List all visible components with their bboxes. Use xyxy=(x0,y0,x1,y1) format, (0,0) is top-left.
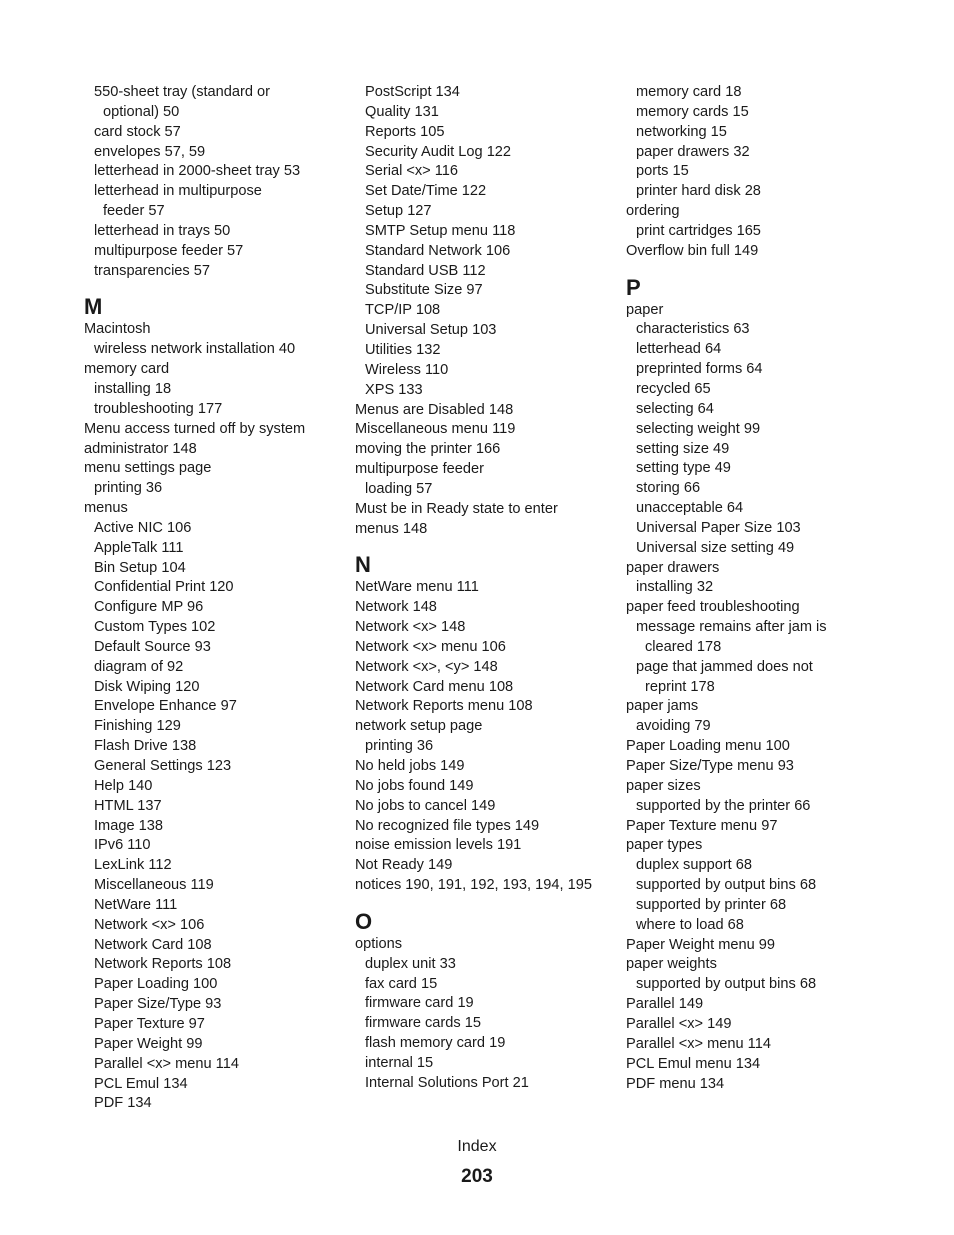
page-number: 203 xyxy=(461,1166,493,1187)
index-entry: reprint 178 xyxy=(645,678,715,695)
index-entry: Standard Network 106 xyxy=(365,242,511,259)
index-entry: setting type 49 xyxy=(636,460,731,477)
section-letter-heading: M xyxy=(84,294,103,320)
index-entry: Confidential Print 120 xyxy=(94,579,234,596)
index-entry: No jobs found 149 xyxy=(355,777,474,794)
index-entry: Parallel <x> menu 114 xyxy=(626,1035,771,1052)
index-entry: Paper Weight menu 99 xyxy=(626,936,776,953)
index-entry: General Settings 123 xyxy=(94,758,232,774)
index-entry: recycled 65 xyxy=(636,380,711,397)
index-column-3 xyxy=(626,83,891,1094)
index-entry: Universal Paper Size 103 xyxy=(636,519,801,536)
index-entry: Parallel 149 xyxy=(626,996,704,1013)
index-entry: Paper Loading menu 100 xyxy=(626,738,790,755)
index-entry: optional) 50 xyxy=(103,103,180,120)
index-entry: wireless network installation 40 xyxy=(94,341,296,358)
index-entry: Help 140 xyxy=(94,777,153,794)
index-entry: Paper Texture 97 xyxy=(94,1015,205,1032)
index-entry: Flash Drive 138 xyxy=(94,738,197,755)
index-entry: letterhead in multipurpose xyxy=(94,183,262,200)
index-entry: SMTP Setup menu 118 xyxy=(365,222,516,239)
section-letter-heading: N xyxy=(355,552,371,578)
index-entry: AppleTalk 111 xyxy=(94,539,184,556)
index-entry: network setup page xyxy=(355,718,483,735)
index-entry: Serial <x> 116 xyxy=(365,163,459,180)
index-entry: printing 36 xyxy=(94,480,163,497)
index-entry: paper drawers xyxy=(626,559,720,576)
index-entry: options xyxy=(355,935,403,952)
index-entry: NetWare menu 111 xyxy=(355,579,479,596)
index-entry: multipurpose feeder 57 xyxy=(94,242,244,259)
section-letter-heading: P xyxy=(626,274,641,300)
index-entry: memory card xyxy=(84,361,170,378)
index-entry: message remains after jam is xyxy=(636,619,827,636)
index-entry: internal 15 xyxy=(365,1054,434,1071)
index-entry: XPS 133 xyxy=(365,381,423,398)
index-entry: diagram of 92 xyxy=(94,658,184,675)
index-entry: setting size 49 xyxy=(636,440,730,457)
index-entry: paper weights xyxy=(626,956,717,973)
index-entry: PCL Emul menu 134 xyxy=(626,1055,761,1072)
index-entry: page that jammed does not xyxy=(636,658,813,675)
index-entry: paper feed troubleshooting xyxy=(626,599,800,616)
index-entry: unacceptable 64 xyxy=(636,500,744,517)
index-entry: Not Ready 149 xyxy=(355,857,453,874)
index-entry: installing 18 xyxy=(94,380,172,397)
index-entry: Default Source 93 xyxy=(94,638,211,655)
index-entry: LexLink 112 xyxy=(94,857,172,874)
index-entry: letterhead in 2000-sheet tray 53 xyxy=(94,163,301,180)
index-entry: supported by the printer 66 xyxy=(636,797,811,814)
index-entry: Set Date/Time 122 xyxy=(365,183,487,200)
index-entry: Setup 127 xyxy=(365,203,432,220)
index-entry: cleared 178 xyxy=(645,638,722,655)
index-entry: fax card 15 xyxy=(365,975,438,992)
index-entry: notices 190, 191, 192, 193, 194, 195 xyxy=(355,877,592,894)
index-entry: transparencies 57 xyxy=(94,262,211,279)
index-entry: Macintosh xyxy=(84,321,151,338)
index-entry: Paper Loading 100 xyxy=(94,976,218,993)
index-entry: loading 57 xyxy=(365,480,433,497)
index-entry: feeder 57 xyxy=(103,203,165,220)
index-entry: paper types xyxy=(626,837,703,854)
index-entry: card stock 57 xyxy=(94,123,181,140)
index-entry: HTML 137 xyxy=(94,797,162,814)
index-entry: No held jobs 149 xyxy=(355,758,465,774)
index-entry: Utilities 132 xyxy=(365,341,441,358)
section-letter-heading: O xyxy=(355,908,373,934)
index-entry: Finishing 129 xyxy=(94,718,181,735)
index-entry: Menus are Disabled 148 xyxy=(355,401,514,418)
index-entry: Custom Types 102 xyxy=(94,619,216,636)
index-entry: PCL Emul 134 xyxy=(94,1075,188,1092)
index-entry: administrator 148 xyxy=(84,440,197,457)
index-entry: Miscellaneous menu 119 xyxy=(355,421,516,438)
index-entry: Security Audit Log 122 xyxy=(365,143,512,160)
index-entry: duplex unit 33 xyxy=(365,955,456,972)
index-entry: ordering xyxy=(626,203,680,220)
index-entry: Parallel <x> 149 xyxy=(626,1015,732,1032)
index-entry: letterhead in trays 50 xyxy=(94,222,231,239)
index-entry: supported by printer 68 xyxy=(636,896,787,913)
index-entry: troubleshooting 177 xyxy=(94,400,223,417)
index-entry: Standard USB 112 xyxy=(365,262,486,279)
index-entry: Parallel <x> menu 114 xyxy=(94,1055,239,1072)
index-entry: Network Reports 108 xyxy=(94,956,232,973)
index-entry: paper sizes xyxy=(626,777,701,794)
index-entry: paper jams xyxy=(626,698,699,715)
index-entry: TCP/IP 108 xyxy=(365,302,441,319)
index-entry: ports 15 xyxy=(636,163,689,180)
index-entry: paper xyxy=(626,301,664,318)
index-entry: supported by output bins 68 xyxy=(636,877,817,894)
index-entry: Paper Size/Type menu 93 xyxy=(626,758,794,774)
index-entry: Must be in Ready state to enter xyxy=(355,500,558,517)
index-entry: selecting 64 xyxy=(636,400,714,417)
index-entry: envelopes 57, 59 xyxy=(94,143,206,160)
index-entry: installing 32 xyxy=(636,579,714,596)
index-entry: menus xyxy=(84,500,128,517)
index-entry: duplex support 68 xyxy=(636,857,753,874)
index-entry: Configure MP 96 xyxy=(94,599,204,616)
index-entry: firmware cards 15 xyxy=(365,1015,481,1032)
index-entry: storing 66 xyxy=(636,480,701,497)
index-entry: Network Card 108 xyxy=(94,936,212,953)
index-entry: Quality 131 xyxy=(365,103,439,120)
index-entry: Network Reports menu 108 xyxy=(355,698,533,715)
index-entry: Internal Solutions Port 21 xyxy=(365,1074,529,1091)
index-entry: print cartridges 165 xyxy=(636,222,761,239)
index-entry: preprinted forms 64 xyxy=(636,361,763,378)
index-entry: flash memory card 19 xyxy=(365,1035,506,1052)
index-entry: No recognized file types 149 xyxy=(355,817,540,834)
index-column-2 xyxy=(355,83,620,1094)
index-entry: Active NIC 106 xyxy=(94,519,192,536)
index-entry: memory cards 15 xyxy=(636,103,749,120)
index-entry: PostScript 134 xyxy=(365,84,460,100)
index-entry: printing 36 xyxy=(365,738,434,755)
index-entry: selecting weight 99 xyxy=(636,420,761,437)
index-column-1 xyxy=(84,83,349,1114)
index-entry: networking 15 xyxy=(636,123,727,140)
index-entry: characteristics 63 xyxy=(636,321,750,338)
index-entry: Network <x> 106 xyxy=(94,916,205,933)
index-entry: memory card 18 xyxy=(636,84,742,100)
index-entry: Paper Weight 99 xyxy=(94,1035,203,1052)
index-entry: PDF menu 134 xyxy=(626,1075,725,1092)
index-entry: supported by output bins 68 xyxy=(636,976,817,993)
index-entry: Menu access turned off by system xyxy=(84,420,306,437)
index-entry: NetWare 111 xyxy=(94,896,178,913)
index-entry: Network <x> 148 xyxy=(355,619,466,636)
index-entry: Wireless 110 xyxy=(365,361,449,378)
index-entry: Network 148 xyxy=(355,599,437,616)
index-entry: Miscellaneous 119 xyxy=(94,877,214,894)
index-entry: Bin Setup 104 xyxy=(94,559,186,576)
index-entry: moving the printer 166 xyxy=(355,441,501,458)
index-entry: Disk Wiping 120 xyxy=(94,678,200,695)
index-entry: firmware card 19 xyxy=(365,995,474,1012)
index-entry: menus 148 xyxy=(355,520,428,537)
index-entry: Network <x>, <y> 148 xyxy=(355,658,498,675)
index-entry: IPv6 110 xyxy=(94,837,151,854)
index-entry: Network Card menu 108 xyxy=(355,678,514,695)
index-entry: paper drawers 32 xyxy=(636,143,750,160)
index-entry: Substitute Size 97 xyxy=(365,282,483,299)
index-entry: 550-sheet tray (standard or xyxy=(94,84,271,100)
index-entry: letterhead 64 xyxy=(636,341,722,358)
index-entry: Paper Size/Type 93 xyxy=(94,996,222,1013)
index-entry: Universal size setting 49 xyxy=(636,539,795,556)
index-entry: Network <x> menu 106 xyxy=(355,638,506,655)
index-entry: Paper Texture menu 97 xyxy=(626,817,778,834)
footer-section-label: Index xyxy=(457,1138,497,1155)
index-entry: Universal Setup 103 xyxy=(365,322,497,339)
index-entry: menu settings page xyxy=(84,460,212,477)
index-entry: Image 138 xyxy=(94,817,163,834)
index-entry: PDF 134 xyxy=(94,1095,152,1112)
index-entry: Reports 105 xyxy=(365,123,445,140)
index-entry: Overflow bin full 149 xyxy=(626,242,759,259)
index-entry: Envelope Enhance 97 xyxy=(94,698,237,715)
index-entry: avoiding 79 xyxy=(636,718,711,735)
index-entry: No jobs to cancel 149 xyxy=(355,797,496,814)
index-entry: noise emission levels 191 xyxy=(355,837,522,854)
index-entry: printer hard disk 28 xyxy=(636,183,761,200)
index-entry: where to load 68 xyxy=(636,916,744,933)
index-entry: multipurpose feeder xyxy=(355,461,484,478)
